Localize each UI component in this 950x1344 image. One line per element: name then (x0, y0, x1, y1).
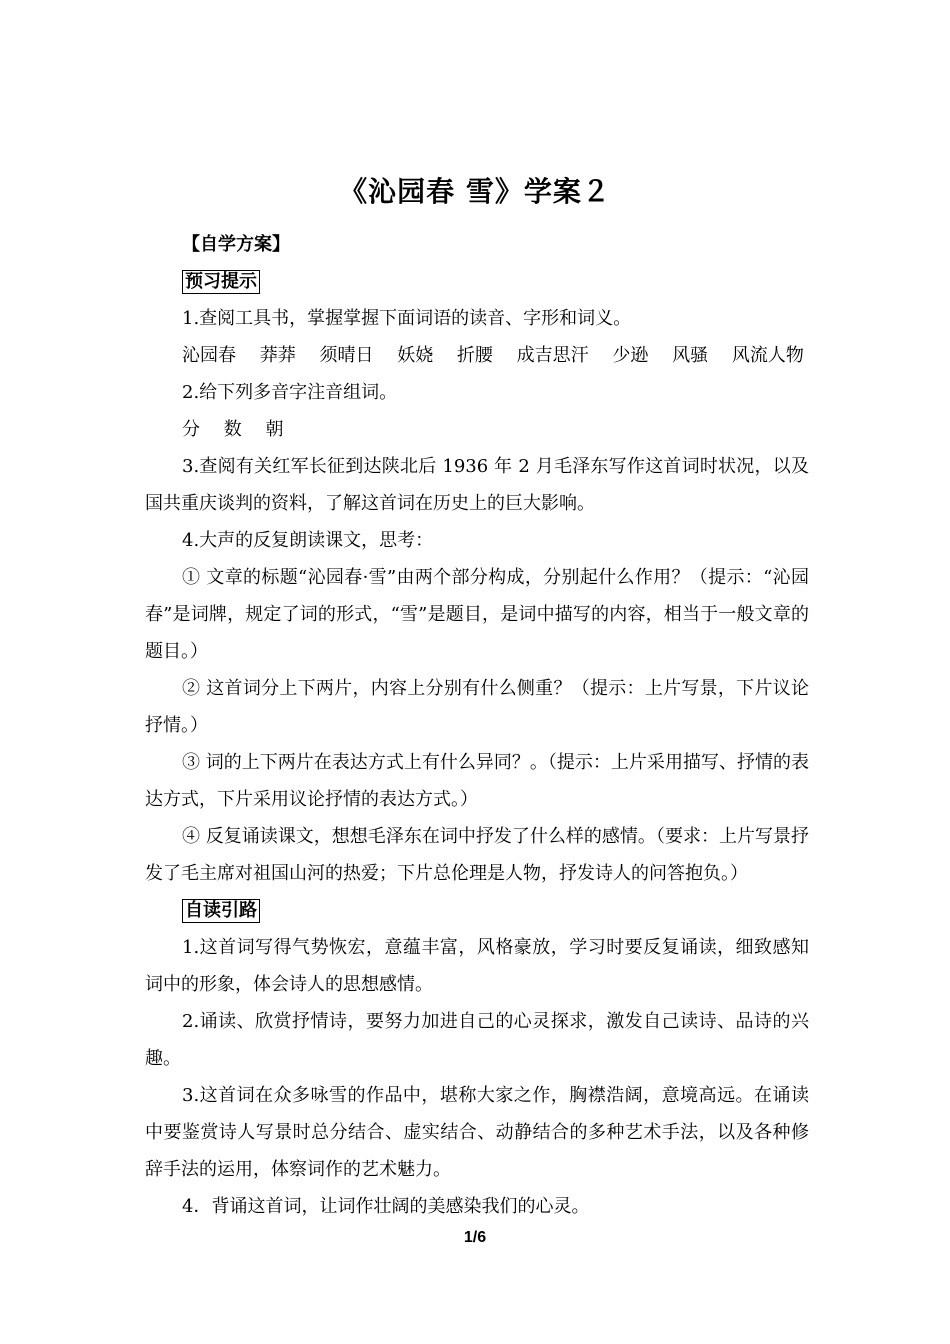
item-1: 1.查阅工具书，掌握掌握下面词语的读音、字形和词义。 (182, 308, 632, 329)
guide-1: 1.这首词写得气势恢宏，意蕴丰富，风格豪放，学习时要反复诵读，细致感知词中的形象，体会诗人的思想感情。 (145, 937, 809, 995)
polyphone-char: 朝 (265, 419, 284, 440)
question-2: ② 这首词分上下两片，内容上分别有什么侧重？（提示：上片写景，下片议论抒情。） (145, 678, 809, 736)
vocab-word: 莽莽 (259, 345, 296, 366)
boxed-label-preview: 预习提示 (182, 270, 260, 294)
question-4: ④ 反复诵读课文，想想毛泽东在词中抒发了什么样的感情。（要求：上片写景抒发了毛主席对祖国山河的热爱；下片总伦理是人物，抒发诗人的问答抱负。） (145, 826, 809, 884)
item-4: 4.大声的反复朗读课文，思考： (182, 530, 434, 551)
item-3: 3.查阅有关红军长征到达陕北后 1936 年 2 月毛泽东写作这首词时状况，以及国共重庆谈判的资料，了解这首词在历史上的巨大影响。 (145, 456, 809, 514)
vocab-word: 成吉思汗 (516, 345, 589, 366)
question-1: ① 文章的标题“沁园春·雪”由两个部分构成，分别起什么作用？（提示：“沁园春”是词牌，规定了词的形式，“雪”是题目，是词中描写的内容，相当于一般文章的题目。） (145, 567, 809, 662)
boxed-label-guide: 自读引路 (182, 899, 260, 923)
vocabulary-list (145, 337, 809, 374)
guide-3: 3.这首词在众多咏雪的作品中，堪称大家之作，胸襟浩阔，意境高远。在诵读中要鉴赏诗人写景时总分结合、虚实结合、动静结合的多种艺术手法，以及各种修辞手法的运用，体察词作的艺术魅力。 (145, 1085, 809, 1180)
guide-2: 2.诵读、欣赏抒情诗，要努力加进自己的心灵探求，激发自己读诗、品诗的兴趣。 (145, 1011, 809, 1069)
page-number: 1/6 (463, 1229, 487, 1246)
section-heading: 【自学方案】 (182, 234, 290, 255)
vocab-word: 折腰 (456, 345, 493, 366)
vocab-word: 少逊 (612, 345, 649, 366)
question-3: ③ 词的上下两片在表达方式上有什么异同？。（提示：上片采用描写、抒情的表达方式，下片采用议论抒情的表达方式。） (145, 752, 809, 810)
polyphone-list (145, 411, 809, 448)
vocab-word: 妖娆 (397, 345, 434, 366)
polyphone-char: 分 (182, 419, 200, 440)
subsection-heading-guide (145, 892, 809, 929)
guide-4: 4．背诵这首词，让词作壮阔的美感染我们的心灵。 (182, 1196, 590, 1217)
page-title: 《沁园春 雪》学案２ (339, 175, 611, 208)
subsection-heading-preview (145, 263, 809, 300)
polyphone-char: 数 (223, 419, 242, 440)
vocab-word: 风骚 (672, 345, 709, 366)
vocab-word: 风流人物 (731, 345, 804, 366)
document-body (145, 226, 809, 1225)
vocab-word: 须晴日 (319, 345, 374, 366)
item-2: 2.给下列多音字注音组词。 (182, 382, 398, 403)
vocab-word: 沁园春 (182, 345, 236, 366)
